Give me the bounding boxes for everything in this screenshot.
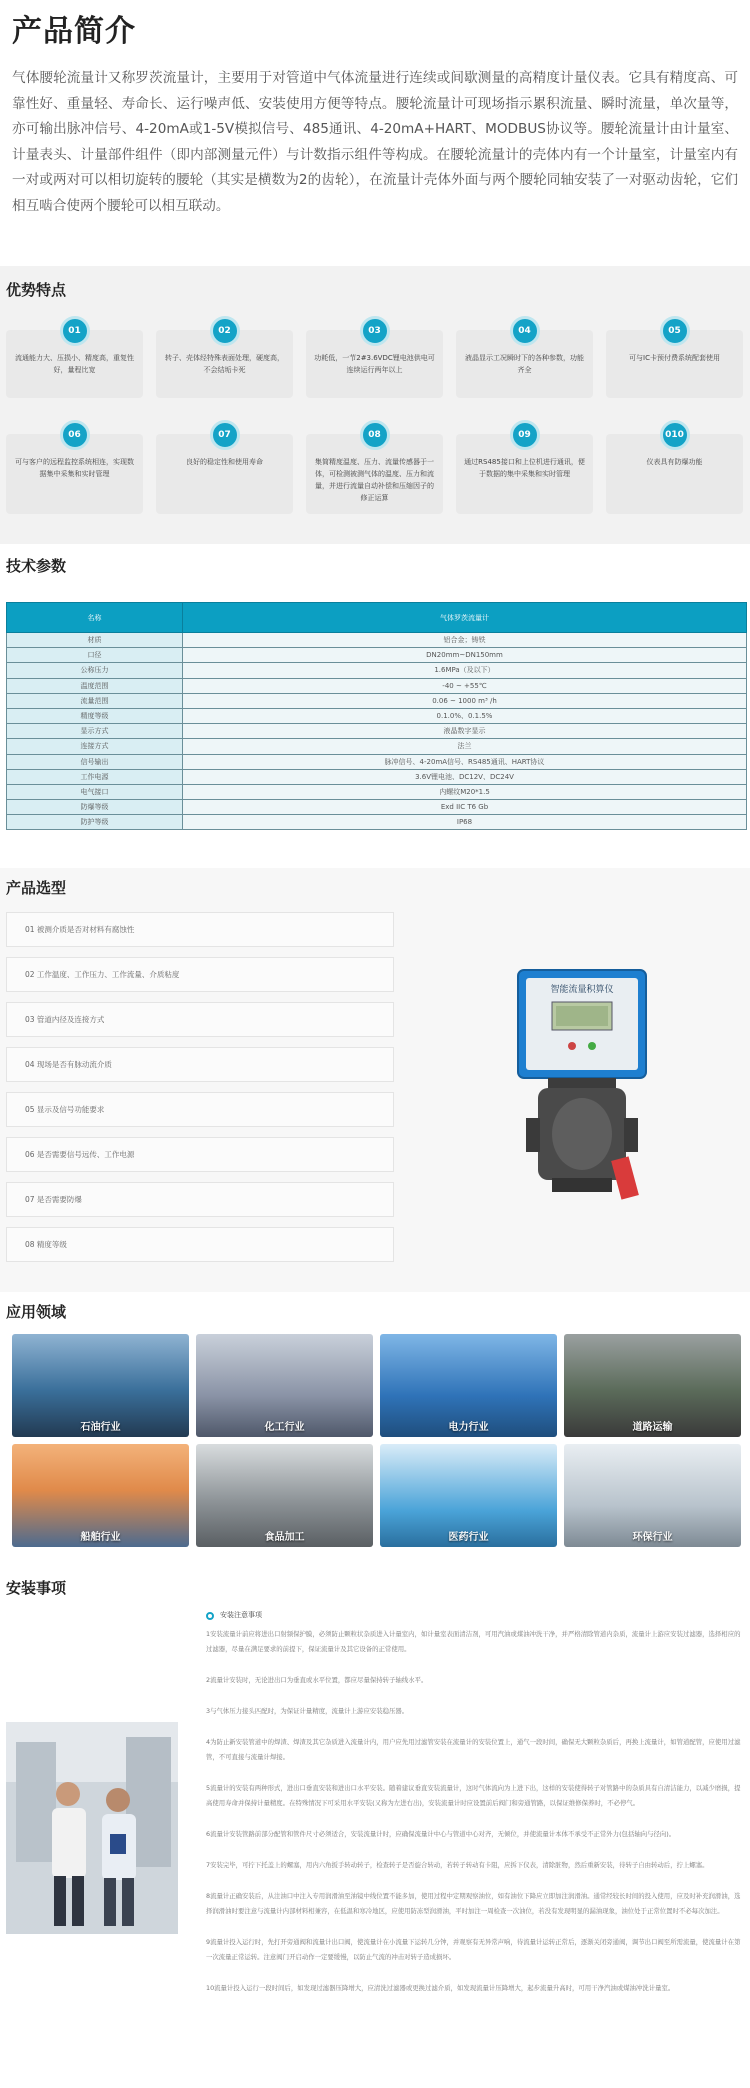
table-cell-key: 信号输出 xyxy=(7,754,183,769)
feature-text: 可与客户的远程监控系统相连，实现数据集中采集和实时管理 xyxy=(15,458,134,478)
install-item: 6流量计安装管路前部分配管和管件尺寸必须适合，安装流量计时，应确保流量计中心与管道中心对齐，无倾位，并使流量计本体不承受不正常外力(包括轴向与径向)。 xyxy=(206,1830,676,1838)
table-header-cell: 气体罗茨流量计 xyxy=(183,603,747,633)
feature-card xyxy=(306,326,443,398)
app-label: 化工行业 xyxy=(264,1422,305,1433)
table-cell-value: 法兰 xyxy=(183,739,747,754)
selection-title: 产品选型 xyxy=(6,879,67,897)
table-cell-key: 流量范围 xyxy=(7,693,183,708)
device-panel-title: 智能流量积算仪 xyxy=(550,985,614,995)
table-cell-value: 脉冲信号、4-20mA信号、RS485通讯、HART协议 xyxy=(183,754,747,769)
table-row xyxy=(7,724,747,739)
table-cell-key: 防爆等级 xyxy=(7,800,183,815)
table-cell-value: 铝合金；铸铁 xyxy=(183,633,747,648)
feature-card xyxy=(306,430,443,514)
table-row xyxy=(7,633,747,648)
selection-item: 03 管道内径及连接方式 xyxy=(6,1002,394,1037)
install-head xyxy=(206,1608,742,1623)
feature-card xyxy=(456,326,593,398)
feature-text: 流通能力大、压损小、精度高，重复性好，量程比宽 xyxy=(15,354,134,374)
applications-title: 应用领域 xyxy=(6,1303,67,1321)
feature-text: 集简精度温度、压力、流量传感器于一体，可检测被测气体的温度、压力和流量，并进行流量自动补偿和压缩因子的修正运算 xyxy=(315,458,434,502)
table-row xyxy=(7,678,747,693)
feature-number-badge: 03 xyxy=(360,316,390,346)
app-label: 环保行业 xyxy=(632,1532,673,1543)
table-row xyxy=(7,754,747,769)
feature-text: 液晶显示工况瞬时下的各种参数，功能齐全 xyxy=(465,354,584,374)
table-row xyxy=(7,815,747,830)
table-cell-key: 材质 xyxy=(7,633,183,648)
table-row xyxy=(7,693,747,708)
install-item: 8流量计正确安装后，从注油口中注入专用润滑油至油镜中线位置不能多加，使用过程中定期观察油位，如有油位下降应立即加注润滑油。通常经较长时间的投入使用，应及时补充润滑油，选择润滑油时要注意与流量计内部材料相兼容，在低温和寒冷地区，应使用防冻型润滑油，平时加注一周检查一次油位，若没有发现明显的漏油现象，油位处于正常位置时不必每次加注。 xyxy=(206,1892,741,1915)
feature-number-badge: 09 xyxy=(510,420,540,450)
table-cell-key: 电气接口 xyxy=(7,784,183,799)
table-row xyxy=(7,648,747,663)
table-row xyxy=(7,739,747,754)
feature-number-badge: 07 xyxy=(210,420,240,450)
feature-number-badge: 01 xyxy=(60,316,90,346)
table-cell-value: -40 ~ +55℃ xyxy=(183,678,747,693)
table-row xyxy=(7,800,747,815)
app-tile-shipping xyxy=(12,1444,189,1547)
params-title: 技术参数 xyxy=(6,557,67,575)
applications-section xyxy=(0,1292,750,1572)
selection-item: 08 精度等级 xyxy=(6,1227,394,1262)
app-tile-petroleum xyxy=(12,1334,189,1437)
table-cell-key: 显示方式 xyxy=(7,724,183,739)
selection-item: 01 被测介质是否对材料有腐蚀性 xyxy=(6,912,394,947)
intro-text: 气体腰轮流量计又称罗茨流量计，主要用于对管道中气体流量进行连续或间歇测量的高精度计量仪表。它具有精度高、可靠性好、重量轻、寿命长、运行噪声低、安装使用方便等特点。腰轮流量计可现场指示累积流量、瞬时流量，单次量等，亦可输出脉冲信号、4-20mA或1-5V模拟信号、485通讯、4-20mA+HART、MODBUS协议等。腰轮流量计由计量室、计量表头、计量部件组件（即内部测量元件）与计数指示组件等构成。在腰轮流量计的壳体内有一个计量室，计量室内有一对或两对可以相切旋转的腰轮（其实是横数为2的齿轮），在流量计壳体外面与两个腰轮同轴安装了一对驱动齿轮，它们相互啮合使两个腰轮可以相互联动。 xyxy=(12,70,738,214)
table-cell-value: 1.6MPa（及以下） xyxy=(183,663,747,678)
install-item: 9流量计投入运行时，先打开旁通阀和流量计出口阀，使流量计在小流量下运转几分钟，并观察有无异常声响，待流量计运转正常后，逐渐关闭旁通阀，调节出口阀至所需流量，使流量计在第一次流量正常运转。注意阀门开启动作一定要缓慢，以防止气流的冲击对转子造成损坏。 xyxy=(206,1938,741,1961)
install-item: 2流量计安装时，无论进出口为垂直或水平位置，都应尽量保持转子轴线水平。 xyxy=(206,1676,428,1684)
params-section xyxy=(0,544,750,868)
feature-text: 转子、壳体经特殊表面处理，硬度高，不会结垢卡死 xyxy=(165,354,284,374)
feature-card xyxy=(456,430,593,514)
app-label: 电力行业 xyxy=(448,1422,489,1433)
table-cell-value: 液晶数字显示 xyxy=(183,724,747,739)
table-row xyxy=(7,769,747,784)
features-grid xyxy=(6,318,744,514)
feature-card xyxy=(606,326,743,398)
table-header-row xyxy=(7,603,747,633)
bullet-circle-icon xyxy=(206,1612,214,1620)
feature-number-badge: 08 xyxy=(360,420,390,450)
install-item: 7安装完毕，可拧下托盖上的螺塞，用内六角扳手转动转子，检查转子是否旋合转动，若转子转动有卡阻，应拆下仪表，清除脏物，然后重新安装，待转子自由转动后，拧上螺塞。 xyxy=(206,1861,709,1869)
table-row xyxy=(7,663,747,678)
feature-card xyxy=(156,430,293,514)
install-item: 4为防止新安装管道中的焊渣、焊渣及其它杂质进入流量计内，用户应先用过滤管安装在流量计的安装位置上，通气一段时间，确保无大颗粒杂质后，再换上流量计，如管道配管，应使用过滤管，不可直接与流量计焊接。 xyxy=(206,1738,741,1761)
selection-item: 06 是否需要信号远传、工作电源 xyxy=(6,1137,394,1172)
feature-number-badge: 05 xyxy=(660,316,690,346)
selection-item: 07 是否需要防爆 xyxy=(6,1182,394,1217)
feature-text: 仪表具有防爆功能 xyxy=(646,458,703,466)
applications-grid xyxy=(6,1334,744,1547)
intro-title: 产品简介 xyxy=(12,14,136,49)
app-label: 船舶行业 xyxy=(80,1532,121,1543)
features-title: 优势特点 xyxy=(6,281,67,299)
install-section xyxy=(0,1572,750,2088)
table-cell-key: 温度范围 xyxy=(7,678,183,693)
feature-number-badge: 010 xyxy=(660,420,690,450)
flowmeter-device-image xyxy=(512,968,652,1218)
table-cell-value: 0.1.0%、0.1.5% xyxy=(183,708,747,723)
app-label: 石油行业 xyxy=(80,1422,121,1433)
params-table xyxy=(6,602,747,830)
feature-number-badge: 06 xyxy=(60,420,90,450)
app-tile-environment xyxy=(564,1444,741,1547)
app-tile-chemical xyxy=(196,1334,373,1437)
app-tile-food xyxy=(196,1444,373,1547)
table-cell-key: 连接方式 xyxy=(7,739,183,754)
feature-card xyxy=(6,326,143,398)
install-item: 3与气体压力接头匹配时，为保证计量精度，流量计上游应安装稳压器。 xyxy=(206,1707,409,1715)
selection-section xyxy=(0,868,750,1292)
table-cell-key: 公称压力 xyxy=(7,663,183,678)
table-cell-key: 防护等级 xyxy=(7,815,183,830)
table-cell-value: DN20mm~DN150mm xyxy=(183,648,747,663)
app-tile-power xyxy=(380,1334,557,1437)
install-content xyxy=(206,1608,742,2012)
feature-text: 功耗低，一节2#3.6VDC锂电池供电可连续运行两年以上 xyxy=(314,354,435,374)
app-label: 医药行业 xyxy=(448,1532,489,1543)
install-head-text: 安装注意事项 xyxy=(220,1611,262,1619)
engineers-photo xyxy=(6,1722,178,1934)
selection-item: 02 工作温度、工作压力、工作流量、介质粘度 xyxy=(6,957,394,992)
feature-text: 可与IC卡预付费系统配套使用 xyxy=(629,354,720,362)
table-cell-value: 内螺纹M20*1.5 xyxy=(183,784,747,799)
table-cell-key: 工作电源 xyxy=(7,769,183,784)
selection-list xyxy=(6,912,394,1262)
app-label: 食品加工 xyxy=(264,1532,305,1543)
app-tile-medical xyxy=(380,1444,557,1547)
feature-text: 通过RS485接口和上位机进行通讯，便于数据的集中采集和实时管理 xyxy=(464,458,585,478)
install-item: 1安装流量计前应将进出口射频保护膜，必须防止颗粒状杂质进入计量室内，如计量室表面清洁剂，可用汽油或煤油冲洗干净，并严格清除管道内杂质，流量计上游应安装过滤器，选择相应的过滤器，尽量在满足要求的前提下，保证流量计及其它设备的正常使用。 xyxy=(206,1630,741,1653)
feature-number-badge: 04 xyxy=(510,316,540,346)
features-section xyxy=(0,266,750,544)
engineers-illustration xyxy=(6,1722,178,1934)
install-item: 5流量计的安装有两种形式，进出口垂直安装和进出口水平安装。随着建议垂直安装流量计，这时气体流向为上进下出，这样的安装使得转子对管路中的杂质具有自清洁能力，以减少磨损，提高使用寿命并保持计量精度。在特殊情况下可采用水平安装(又称为左进右出)，安装流量计时应设置前后阀门和旁通管路，以保证维修保养时，不必停气。 xyxy=(206,1784,741,1807)
app-label: 道路运输 xyxy=(632,1422,673,1433)
feature-number-badge: 02 xyxy=(210,316,240,346)
install-item: 10流量计投入运行一段时间后，如发现过滤器压降增大，应清洗过滤器或更换过滤介质，如发现流量计压降增大，起步流量升高时，可用干净汽油或煤油冲洗计量室。 xyxy=(206,1984,675,1992)
table-cell-value: 0.06 ~ 1000 m³ /h xyxy=(183,693,747,708)
app-tile-transport xyxy=(564,1334,741,1437)
table-header-cell: 名称 xyxy=(7,603,183,633)
table-row xyxy=(7,708,747,723)
table-cell-value: IP68 xyxy=(183,815,747,830)
selection-item: 05 显示及信号功能要求 xyxy=(6,1092,394,1127)
feature-card xyxy=(606,430,743,514)
selection-item: 04 现场是否有脉动流介质 xyxy=(6,1047,394,1082)
feature-card xyxy=(6,430,143,514)
table-cell-key: 精度等级 xyxy=(7,708,183,723)
table-row xyxy=(7,784,747,799)
install-title: 安装事项 xyxy=(6,1579,67,1597)
table-cell-value: Exd IIC T6 Gb xyxy=(183,800,747,815)
table-cell-value: 3.6V锂电池、DC12V、DC24V xyxy=(183,769,747,784)
intro-section xyxy=(0,0,750,266)
feature-text: 良好的稳定性和使用寿命 xyxy=(186,458,263,466)
table-cell-key: 口径 xyxy=(7,648,183,663)
feature-card xyxy=(156,326,293,398)
